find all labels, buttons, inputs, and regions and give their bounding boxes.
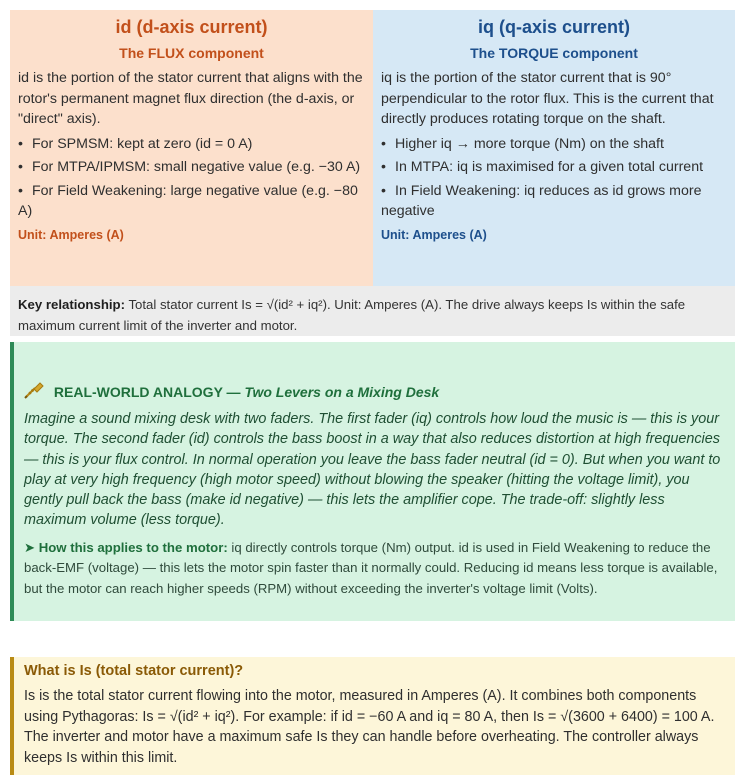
list-item: • In MTPA: iq is maximised for a given total current [381,157,729,178]
iq-subtitle: The TORQUE component [470,45,638,61]
is-definition-callout [10,657,735,775]
bullet-icon: • [381,182,386,199]
iq-title: iq (q-axis current) [477,17,631,37]
bullet-icon: • [381,135,386,152]
analogy-application [24,538,727,599]
key-relationship [18,294,727,336]
analogy-body: Imagine a sound mixing desk with two faders. The first fader (iq) controls how loud the music is — this is your torque. The second fader (id) controls the bass boost in a way that also reduces distortion at high frequencies — this is your flux control. In normal operation you leave the bass fader neutral (id = 0). But when you want to play at very high frequency (high motor speed) without blowing the speaker (hitting the voltage limit), you gently pull back the bass (make id negative) — this lets the amplifier cope. The trade-off: slightly less maximum volume (less torque). [24,411,721,529]
bullet-icon: • [18,182,23,199]
analogy-callout [10,342,735,621]
id-title: id (d-axis current) [115,17,268,37]
iq-bullet-list [381,134,729,222]
apply-label: ➤ How this applies to the motor: [24,540,228,555]
bullet-icon: • [18,159,23,175]
is-text: Is is the total stator current flowing into the motor, measured in Amperes (A). It combines both components using Pythagoras: Is = √(id² + iq²). For example: if id = −60 A and iq = 80 A, then Is = √(3600 + 6400) = 100 A. The inverter and motor have a maximum safe Is they can handle before overheating. The controller always keeps Is within this limit. [24,688,715,766]
analogy-heading: REAL-WORLD ANALOGY — Two Levers on a Mixing Desk [24,382,439,400]
iq-unit: Unit: Amperes (A) [381,227,487,242]
is-title: What is Is (total stator current)? [24,663,244,679]
key-relationship-text: Total stator current Is = √(id² + iq²). Unit: Amperes (A). The drive always keeps Is within the safe maximum current limit of the inverter and motor. [18,297,686,333]
list-item: • Higher iq → more torque (Nm) on the shaft [381,134,729,155]
list-item: • For SPMSM: kept at zero (id = 0 A) [18,134,367,155]
iq-body [381,68,729,245]
id-unit: Unit: Amperes (A) [18,227,124,242]
iq-intro: iq is the portion of the stator current that is 90° perpendicular to the rotor flux. This is the current that directly produces rotating torque on the shaft. [381,70,714,127]
id-column [10,10,373,286]
dq-current-panel [10,10,735,336]
iq-column [373,10,735,286]
apply-text: iq directly controls torque (Nm) output. id is used in Field Weakening to reduce the back-EMF (voltage) — this lets the motor spin faster than it normally could. Reducing id means less torque is available, but the motor can reach higher speeds (RPM) without exceeding the inverter's voltage limit (Volts). [24,540,718,596]
id-intro: id is the portion of the stator current that aligns with the rotor's permanent magnet flux direction (the d-axis, or "direct" axis). [18,70,363,127]
list-item: • For MTPA/IPMSM: small negative value (e.g. −30 A) [18,157,367,178]
bullet-icon: • [18,135,23,152]
trumpet-icon [24,382,44,400]
id-subtitle: The FLUX component [119,45,264,61]
list-item: • For Field Weakening: large negative value (e.g. −80 A) [18,182,358,219]
key-relationship-label: Key relationship: [18,297,125,312]
analogy-heading-italic: Two Levers on a Mixing Desk [244,384,440,400]
bullet-icon: • [381,159,386,175]
id-body [18,68,367,245]
list-item: • In Field Weakening: iq reduces as id grows more negative [381,182,702,219]
id-bullet-list [18,134,367,222]
